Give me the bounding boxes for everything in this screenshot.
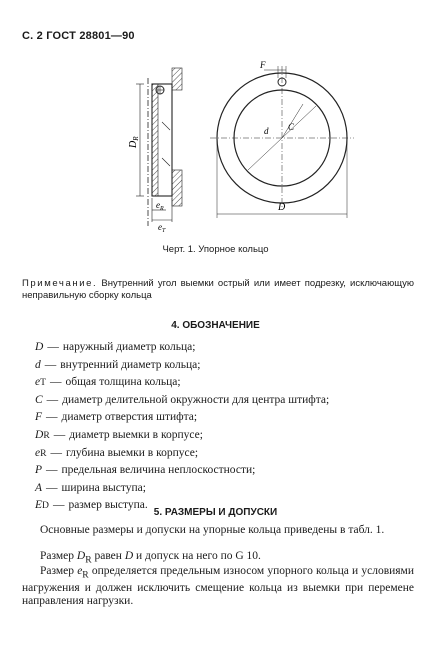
- p3-symbol: e: [77, 565, 83, 577]
- definition-symbol: e: [35, 376, 41, 389]
- p3-subscript: R: [82, 569, 89, 581]
- definition-symbol: D: [35, 341, 44, 353]
- label-outer-d: D: [278, 202, 286, 213]
- label-de: [128, 136, 140, 149]
- definition-item: P — предельная величина неплоскостности;: [35, 462, 415, 480]
- p2-symbol-2: D: [124, 550, 134, 562]
- label-f: F: [260, 60, 266, 70]
- label-c: C: [288, 122, 295, 132]
- definition-text: ширина выступа;: [61, 481, 146, 494]
- definition-symbol: D: [35, 428, 44, 441]
- section-heading-notation: 4. ОБОЗНАЧЕНИЕ: [171, 320, 260, 331]
- note: [22, 278, 414, 302]
- definition-symbol: C: [35, 393, 43, 406]
- label-de-sub: R: [132, 136, 140, 141]
- definition-subscript: R: [43, 429, 50, 441]
- definition-item: D R — диаметр выемки в корпусе;: [35, 427, 415, 445]
- definition-symbol: F: [35, 411, 43, 424]
- paragraph-er-definition: [22, 565, 414, 608]
- label-de-main: D: [128, 140, 139, 148]
- p3-text-b: определяется предельным износом упорного кольца и условиями нагружения и должен исключить смещение кольца из выемки при перемене направления нагрузки.: [22, 565, 414, 607]
- label-d: d: [264, 126, 269, 136]
- definition-subscript: T: [40, 377, 46, 389]
- definition-symbol: P: [35, 464, 43, 477]
- label-et-sub: T: [162, 228, 166, 234]
- p2-text-a: Размер: [40, 550, 77, 562]
- definition-item: F — диаметр отверстия штифта;: [35, 409, 415, 427]
- p3-text-a: Размер: [40, 565, 78, 577]
- definition-symbol: E: [35, 499, 43, 512]
- definition-text: диаметр отверстия штифта;: [61, 411, 198, 424]
- section-view: [128, 68, 182, 234]
- definition-item: e R — глубина выемки в корпусе;: [35, 445, 415, 463]
- p2-text-b: равен: [91, 550, 125, 562]
- definition-text: диаметр выемки в корпусе;: [69, 428, 203, 441]
- label-er-sub: R: [160, 206, 164, 212]
- p2-symbol: D: [76, 550, 86, 562]
- note-label: Примечание.: [22, 278, 98, 289]
- label-er-main: e: [156, 200, 160, 210]
- definition-subscript: R: [40, 447, 47, 459]
- plan-view: [210, 60, 354, 218]
- thrust-ring-drawing: [100, 58, 420, 238]
- definition-text: наружный диаметр кольца;: [62, 341, 196, 353]
- definition-text: глубина выемки в корпусе;: [66, 446, 199, 459]
- definition-text: диаметр делительной окружности для центра штифта;: [62, 393, 330, 406]
- definition-item: D — наружный диаметр кольца;: [35, 339, 415, 357]
- note-text: Внутренний угол выемки острый или имеет подрезку, исключающую неправильную сборку кольца: [22, 278, 414, 301]
- section-heading-dimensions: 5. РАЗМЕРЫ И ДОПУСКИ: [153, 507, 278, 518]
- definition-item: d — внутренний диаметр кольца;: [35, 357, 415, 375]
- p2-subscript: R: [85, 554, 92, 566]
- label-et: [158, 222, 166, 234]
- definition-item: A — ширина выступа;: [35, 480, 415, 498]
- definition-text: общая толщина кольца;: [65, 376, 181, 389]
- label-et-main: e: [158, 222, 162, 232]
- definition-item: e T — общая толщина кольца;: [35, 374, 415, 392]
- definition-text: размер выступа.: [68, 499, 148, 512]
- definitions-list: [35, 339, 415, 515]
- definition-symbol: A: [35, 481, 43, 494]
- p2-text-c: и допуск на него по G 10.: [133, 550, 261, 562]
- page-header: С. 2 ГОСТ 28801—90: [22, 30, 135, 42]
- definition-item: E D — размер выступа.: [35, 497, 415, 515]
- definition-text: внутренний диаметр кольца;: [60, 358, 201, 371]
- definition-text: предельная величина неплоскостности;: [61, 464, 256, 477]
- definition-item: C — диаметр делительной окружности для центра штифта;: [35, 392, 415, 410]
- paragraph-main-dimensions: Основные размеры и допуски на упорные кольца приведены в табл. 1.: [40, 524, 385, 536]
- definition-symbol: e: [35, 446, 41, 459]
- figure-caption: Черт. 1. Упорное кольцо: [162, 244, 269, 255]
- definition-subscript: D: [42, 500, 49, 512]
- definition-symbol: d: [35, 358, 41, 371]
